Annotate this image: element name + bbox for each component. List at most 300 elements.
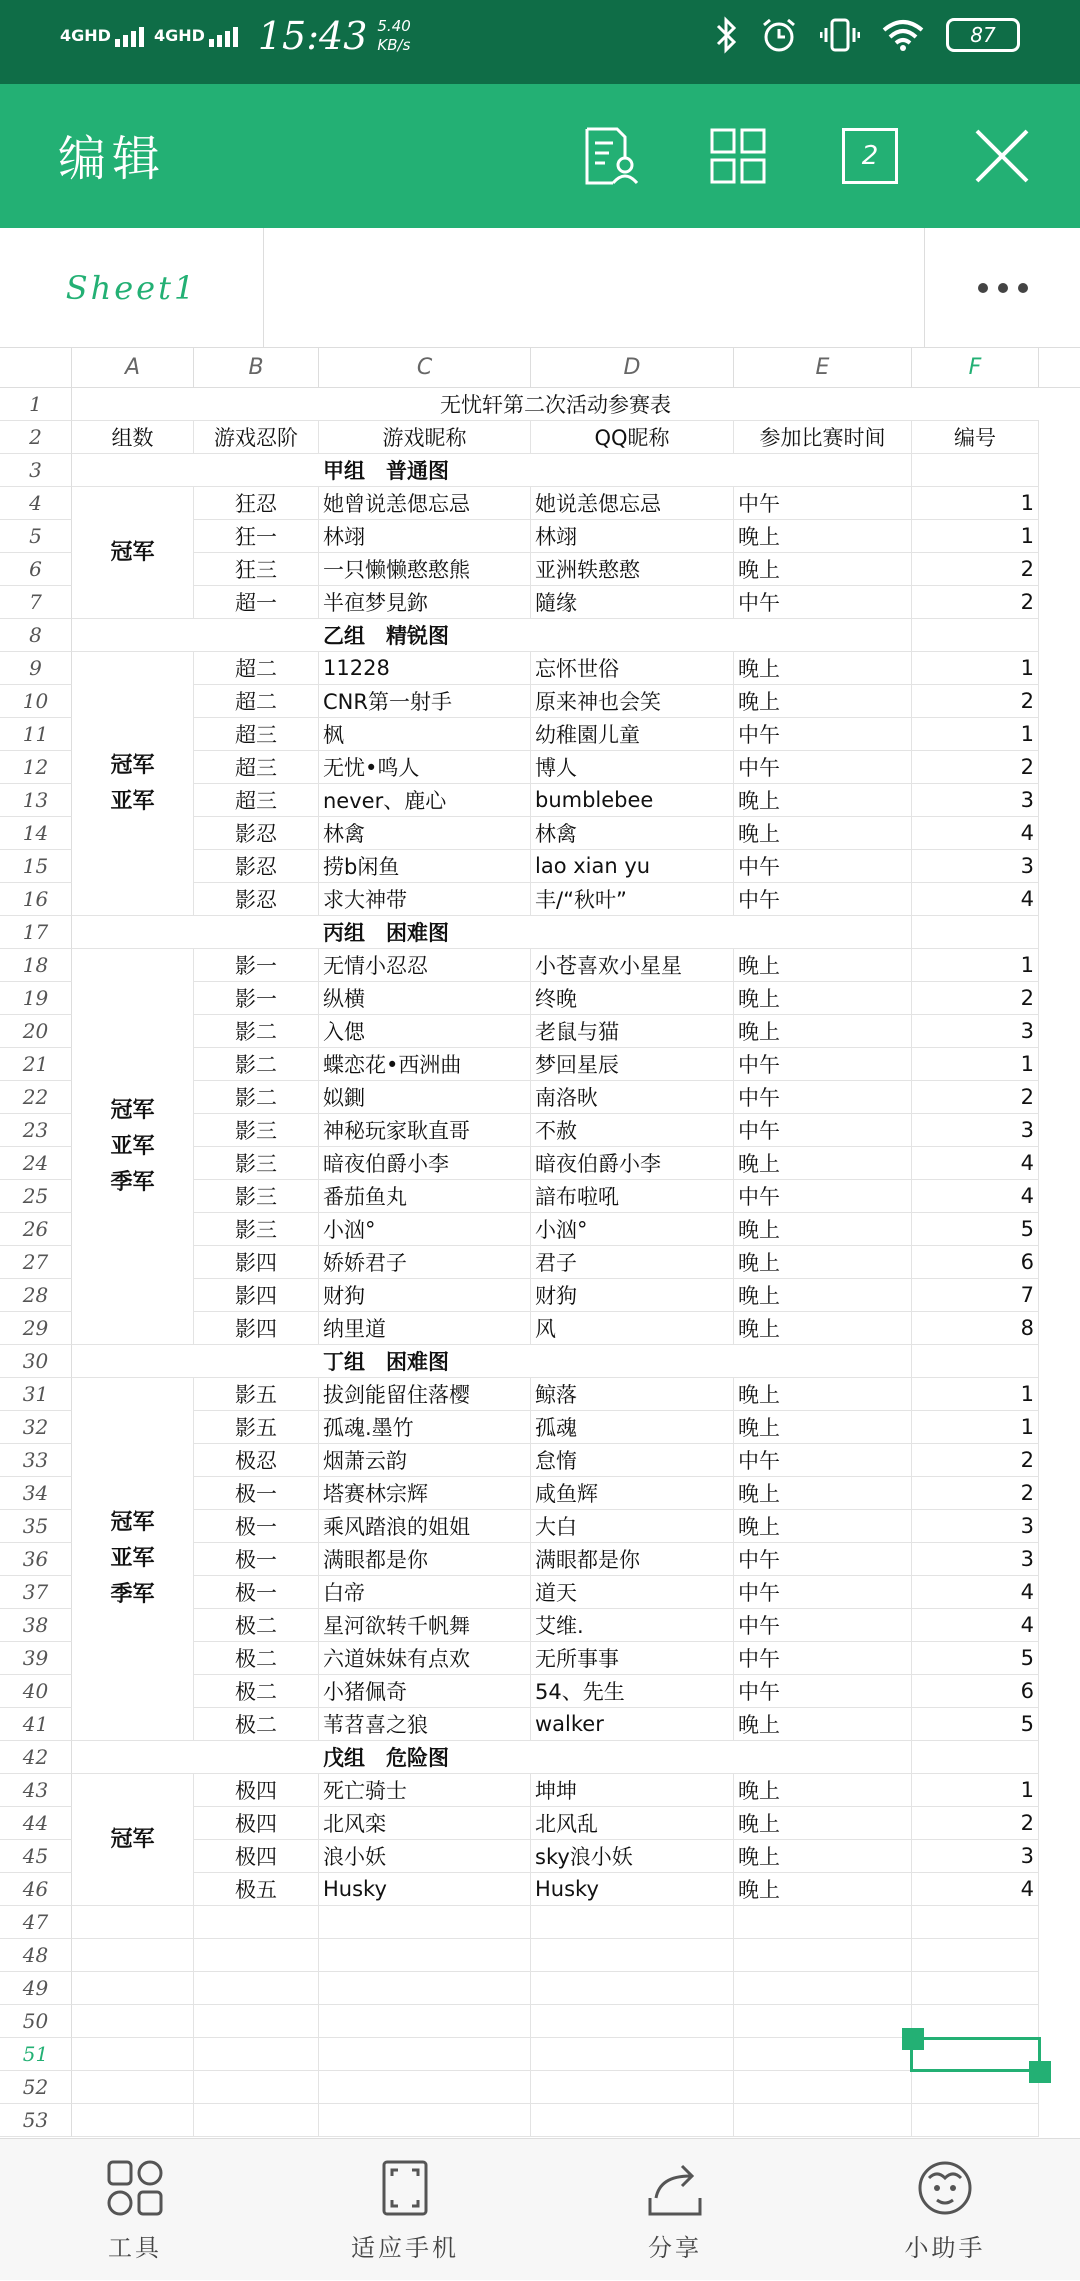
qq-nickname-cell[interactable]: bumblebee: [531, 784, 734, 817]
row-header[interactable]: 49: [0, 1972, 72, 2005]
time-cell[interactable]: 晚上: [734, 553, 912, 586]
row-header[interactable]: 28: [0, 1279, 72, 1312]
nickname-cell[interactable]: never、鹿心: [319, 784, 531, 817]
nickname-cell[interactable]: 入偲: [319, 1015, 531, 1048]
cell[interactable]: [912, 2104, 1039, 2137]
row-header[interactable]: 30: [0, 1345, 72, 1378]
row-header[interactable]: 52: [0, 2071, 72, 2104]
number-cell[interactable]: 1: [912, 487, 1039, 520]
qq-nickname-cell[interactable]: Husky: [531, 1873, 734, 1906]
qq-nickname-cell[interactable]: 满眼都是你: [531, 1543, 734, 1576]
qq-nickname-cell[interactable]: 梦回星辰: [531, 1048, 734, 1081]
nickname-cell[interactable]: 星河欲转千帆舞: [319, 1609, 531, 1642]
time-cell[interactable]: 中午: [734, 1675, 912, 1708]
cell[interactable]: [531, 1939, 734, 1972]
rank-cell[interactable]: 超二: [194, 685, 319, 718]
number-cell[interactable]: 2: [912, 685, 1039, 718]
nickname-cell[interactable]: 求大神带: [319, 883, 531, 916]
cell[interactable]: [912, 1741, 1039, 1774]
qq-nickname-cell[interactable]: 北风乱: [531, 1807, 734, 1840]
cell[interactable]: [912, 916, 1039, 949]
row-header[interactable]: 21: [0, 1048, 72, 1081]
nickname-cell[interactable]: CNR第一射手: [319, 685, 531, 718]
time-cell[interactable]: 中午: [734, 1642, 912, 1675]
cell[interactable]: [72, 2005, 194, 2038]
row-header[interactable]: 1: [0, 388, 72, 421]
time-cell[interactable]: 中午: [734, 850, 912, 883]
row-header[interactable]: 40: [0, 1675, 72, 1708]
rank-cell[interactable]: 极二: [194, 1675, 319, 1708]
qq-nickname-cell[interactable]: 小苍喜欢小星星: [531, 949, 734, 982]
qq-nickname-cell[interactable]: 道天: [531, 1576, 734, 1609]
row-header[interactable]: 45: [0, 1840, 72, 1873]
time-cell[interactable]: 晚上: [734, 1510, 912, 1543]
number-cell[interactable]: 5: [912, 1642, 1039, 1675]
group-cell[interactable]: [72, 949, 194, 1345]
column-header-f[interactable]: F: [912, 348, 1039, 388]
cell[interactable]: [194, 2071, 319, 2104]
row-header[interactable]: 2: [0, 421, 72, 454]
cell[interactable]: [194, 1906, 319, 1939]
number-cell[interactable]: 1: [912, 1774, 1039, 1807]
time-cell[interactable]: 晚上: [734, 949, 912, 982]
number-cell[interactable]: 2: [912, 1081, 1039, 1114]
nickname-cell[interactable]: 一只懒懒憨憨熊: [319, 553, 531, 586]
nickname-cell[interactable]: 枫: [319, 718, 531, 751]
time-cell[interactable]: 晚上: [734, 685, 912, 718]
rank-cell[interactable]: 影四: [194, 1312, 319, 1345]
nickname-cell[interactable]: 暗夜伯爵小李: [319, 1147, 531, 1180]
rank-cell[interactable]: 影忍: [194, 817, 319, 850]
rank-cell[interactable]: 狂忍: [194, 487, 319, 520]
row-header[interactable]: 36: [0, 1543, 72, 1576]
number-cell[interactable]: 4: [912, 1576, 1039, 1609]
nickname-cell[interactable]: 捞b闲鱼: [319, 850, 531, 883]
time-cell[interactable]: 晚上: [734, 1840, 912, 1873]
rank-cell[interactable]: 影忍: [194, 883, 319, 916]
rank-cell[interactable]: 影四: [194, 1246, 319, 1279]
row-header[interactable]: 26: [0, 1213, 72, 1246]
qq-nickname-cell[interactable]: 丰/“秋叶”: [531, 883, 734, 916]
cell[interactable]: [734, 619, 912, 652]
time-cell[interactable]: 晚上: [734, 1708, 912, 1741]
window-count-button[interactable]: [834, 120, 906, 192]
selection-handle-top-left[interactable]: [902, 2028, 924, 2050]
qq-nickname-cell[interactable]: 小汹°: [531, 1213, 734, 1246]
share-button[interactable]: [540, 2139, 810, 2281]
row-header[interactable]: 42: [0, 1741, 72, 1774]
group-cell[interactable]: [72, 487, 194, 619]
time-cell[interactable]: 晚上: [734, 817, 912, 850]
nickname-cell[interactable]: 11228: [319, 652, 531, 685]
row-header[interactable]: 11: [0, 718, 72, 751]
nickname-cell[interactable]: 蝶恋花•西洲曲: [319, 1048, 531, 1081]
nickname-cell[interactable]: 纵横: [319, 982, 531, 1015]
time-cell[interactable]: 晚上: [734, 1378, 912, 1411]
row-header[interactable]: 53: [0, 2104, 72, 2137]
column-header-c[interactable]: C: [319, 348, 531, 388]
rank-cell[interactable]: 影五: [194, 1411, 319, 1444]
qq-nickname-cell[interactable]: sky浪小妖: [531, 1840, 734, 1873]
rank-cell[interactable]: 极四: [194, 1774, 319, 1807]
number-cell[interactable]: 3: [912, 1015, 1039, 1048]
qq-nickname-cell[interactable]: 原来神也会笑: [531, 685, 734, 718]
time-cell[interactable]: 中午: [734, 586, 912, 619]
nickname-cell[interactable]: 半亱梦見鉨: [319, 586, 531, 619]
nickname-cell[interactable]: 浪小妖: [319, 1840, 531, 1873]
time-cell[interactable]: 晚上: [734, 784, 912, 817]
row-header[interactable]: 5: [0, 520, 72, 553]
time-cell[interactable]: 晚上: [734, 1147, 912, 1180]
rank-cell[interactable]: 影三: [194, 1147, 319, 1180]
cell[interactable]: [319, 2104, 531, 2137]
nickname-cell[interactable]: 苇苕喜之狼: [319, 1708, 531, 1741]
number-cell[interactable]: 2: [912, 586, 1039, 619]
qq-nickname-cell[interactable]: 亚洲轶憨憨: [531, 553, 734, 586]
row-header[interactable]: 14: [0, 817, 72, 850]
cell[interactable]: [72, 1939, 194, 1972]
rank-cell[interactable]: 影三: [194, 1180, 319, 1213]
spreadsheet-grid[interactable]: [0, 348, 1080, 2138]
number-cell[interactable]: 3: [912, 850, 1039, 883]
number-cell[interactable]: 3: [912, 1114, 1039, 1147]
nickname-cell[interactable]: Husky: [319, 1873, 531, 1906]
number-cell[interactable]: 8: [912, 1312, 1039, 1345]
row-header[interactable]: 31: [0, 1378, 72, 1411]
rank-cell[interactable]: 极四: [194, 1840, 319, 1873]
nickname-cell[interactable]: 北风栾: [319, 1807, 531, 1840]
rank-cell[interactable]: 狂三: [194, 553, 319, 586]
time-cell[interactable]: 中午: [734, 751, 912, 784]
row-header[interactable]: 37: [0, 1576, 72, 1609]
rank-cell[interactable]: 影五: [194, 1378, 319, 1411]
qq-nickname-cell[interactable]: 孤魂: [531, 1411, 734, 1444]
cell[interactable]: [531, 1972, 734, 2005]
cell[interactable]: [319, 1939, 531, 1972]
tools-button[interactable]: [0, 2139, 270, 2281]
number-cell[interactable]: 1: [912, 520, 1039, 553]
rank-cell[interactable]: 极五: [194, 1873, 319, 1906]
qq-nickname-cell[interactable]: 隨缘: [531, 586, 734, 619]
column-header-b[interactable]: B: [194, 348, 319, 388]
column-header-e[interactable]: E: [734, 348, 912, 388]
rank-cell[interactable]: 超一: [194, 586, 319, 619]
row-header[interactable]: 43: [0, 1774, 72, 1807]
qq-nickname-cell[interactable]: 博人: [531, 751, 734, 784]
group-cell[interactable]: [72, 1774, 194, 1906]
row-header[interactable]: 18: [0, 949, 72, 982]
number-cell[interactable]: 4: [912, 817, 1039, 850]
cell[interactable]: [72, 2038, 194, 2071]
nickname-cell[interactable]: 无情小忍忍: [319, 949, 531, 982]
row-header[interactable]: 23: [0, 1114, 72, 1147]
cell[interactable]: [912, 1345, 1039, 1378]
number-cell[interactable]: 2: [912, 1807, 1039, 1840]
number-cell[interactable]: 5: [912, 1213, 1039, 1246]
rank-cell[interactable]: 极一: [194, 1477, 319, 1510]
cell[interactable]: [194, 2104, 319, 2137]
number-cell[interactable]: 1: [912, 652, 1039, 685]
qq-nickname-cell[interactable]: 大白: [531, 1510, 734, 1543]
number-cell[interactable]: 2: [912, 751, 1039, 784]
cell[interactable]: [734, 2071, 912, 2104]
number-cell[interactable]: 6: [912, 1675, 1039, 1708]
cell[interactable]: [912, 619, 1039, 652]
time-cell[interactable]: 中午: [734, 883, 912, 916]
qq-nickname-cell[interactable]: 林翊: [531, 520, 734, 553]
number-cell[interactable]: 2: [912, 1444, 1039, 1477]
cell[interactable]: [734, 2038, 912, 2071]
time-cell[interactable]: 中午: [734, 1081, 912, 1114]
nickname-cell[interactable]: 拔剑能留住落樱: [319, 1378, 531, 1411]
close-button[interactable]: [966, 120, 1038, 192]
time-cell[interactable]: 中午: [734, 1609, 912, 1642]
row-header[interactable]: 50: [0, 2005, 72, 2038]
nickname-cell[interactable]: 小汹°: [319, 1213, 531, 1246]
time-cell[interactable]: 晚上: [734, 982, 912, 1015]
time-cell[interactable]: 晚上: [734, 1807, 912, 1840]
rank-cell[interactable]: 影三: [194, 1114, 319, 1147]
group-cell[interactable]: [72, 652, 194, 916]
number-cell[interactable]: 4: [912, 1873, 1039, 1906]
cell[interactable]: [734, 1741, 912, 1774]
rank-cell[interactable]: 影三: [194, 1213, 319, 1246]
row-header[interactable]: 9: [0, 652, 72, 685]
number-cell[interactable]: 5: [912, 1708, 1039, 1741]
nickname-cell[interactable]: 财狗: [319, 1279, 531, 1312]
time-cell[interactable]: 中午: [734, 1048, 912, 1081]
number-cell[interactable]: 3: [912, 784, 1039, 817]
cell[interactable]: [734, 2005, 912, 2038]
number-cell[interactable]: 1: [912, 1378, 1039, 1411]
cell[interactable]: [912, 2005, 1039, 2038]
qq-nickname-cell[interactable]: 老鼠与猫: [531, 1015, 734, 1048]
qq-nickname-cell[interactable]: 无所事事: [531, 1642, 734, 1675]
qq-nickname-cell[interactable]: 林禽: [531, 817, 734, 850]
rank-cell[interactable]: 极二: [194, 1609, 319, 1642]
fit-screen-button[interactable]: [270, 2139, 540, 2281]
selection-box[interactable]: [910, 2037, 1041, 2072]
rank-cell[interactable]: 极一: [194, 1510, 319, 1543]
qq-nickname-cell[interactable]: 幼稚園儿童: [531, 718, 734, 751]
rank-cell[interactable]: 超三: [194, 784, 319, 817]
time-cell[interactable]: 晚上: [734, 1246, 912, 1279]
row-header[interactable]: 35: [0, 1510, 72, 1543]
row-header[interactable]: 10: [0, 685, 72, 718]
row-header[interactable]: 27: [0, 1246, 72, 1279]
qq-nickname-cell[interactable]: 諳布啦吼: [531, 1180, 734, 1213]
rank-cell[interactable]: 极忍: [194, 1444, 319, 1477]
qq-nickname-cell[interactable]: 财狗: [531, 1279, 734, 1312]
nickname-cell[interactable]: 六道妹妹有点欢: [319, 1642, 531, 1675]
nickname-cell[interactable]: 林翊: [319, 520, 531, 553]
rank-cell[interactable]: 狂一: [194, 520, 319, 553]
qq-nickname-cell[interactable]: 不赦: [531, 1114, 734, 1147]
row-header[interactable]: 39: [0, 1642, 72, 1675]
row-header[interactable]: 12: [0, 751, 72, 784]
column-header-a[interactable]: A: [72, 348, 194, 388]
group-cell[interactable]: [72, 1378, 194, 1741]
rank-cell[interactable]: 极四: [194, 1807, 319, 1840]
rank-cell[interactable]: 极二: [194, 1708, 319, 1741]
number-cell[interactable]: 3: [912, 1510, 1039, 1543]
rank-cell[interactable]: 影二: [194, 1081, 319, 1114]
nickname-cell[interactable]: 孤魂.墨竹: [319, 1411, 531, 1444]
time-cell[interactable]: 中午: [734, 1114, 912, 1147]
cell[interactable]: [194, 2038, 319, 2071]
qq-nickname-cell[interactable]: 艾维.: [531, 1609, 734, 1642]
number-cell[interactable]: 2: [912, 553, 1039, 586]
qq-nickname-cell[interactable]: 终晚: [531, 982, 734, 1015]
qq-nickname-cell[interactable]: 她说恙偲忘忌: [531, 487, 734, 520]
row-header[interactable]: 7: [0, 586, 72, 619]
row-header[interactable]: 51: [0, 2038, 72, 2071]
cell[interactable]: [912, 1972, 1039, 2005]
cell[interactable]: [734, 1345, 912, 1378]
cell[interactable]: [319, 1972, 531, 2005]
cell[interactable]: [734, 454, 912, 487]
cell[interactable]: [194, 1939, 319, 1972]
cell[interactable]: [734, 1972, 912, 2005]
nickname-cell[interactable]: 乘风踏浪的姐姐: [319, 1510, 531, 1543]
more-button[interactable]: [924, 228, 1080, 348]
row-header[interactable]: 24: [0, 1147, 72, 1180]
number-cell[interactable]: 1: [912, 718, 1039, 751]
nickname-cell[interactable]: 神秘玩家耿直哥: [319, 1114, 531, 1147]
rank-cell[interactable]: 影二: [194, 1015, 319, 1048]
time-cell[interactable]: 晚上: [734, 1774, 912, 1807]
row-header[interactable]: 48: [0, 1939, 72, 1972]
qq-nickname-cell[interactable]: walker: [531, 1708, 734, 1741]
nickname-cell[interactable]: 姒鍘: [319, 1081, 531, 1114]
time-cell[interactable]: 晚上: [734, 652, 912, 685]
cell[interactable]: [912, 1906, 1039, 1939]
cell[interactable]: [531, 2104, 734, 2137]
cell[interactable]: [531, 2038, 734, 2071]
cell[interactable]: [734, 1906, 912, 1939]
time-cell[interactable]: 中午: [734, 1444, 912, 1477]
cell[interactable]: [319, 2038, 531, 2071]
row-header[interactable]: 13: [0, 784, 72, 817]
nickname-cell[interactable]: 林禽: [319, 817, 531, 850]
time-cell[interactable]: 晚上: [734, 1411, 912, 1444]
nickname-cell[interactable]: 她曾说恙偲忘忌: [319, 487, 531, 520]
time-cell[interactable]: 晚上: [734, 1873, 912, 1906]
number-cell[interactable]: 4: [912, 1147, 1039, 1180]
number-cell[interactable]: 2: [912, 1477, 1039, 1510]
row-header[interactable]: 22: [0, 1081, 72, 1114]
row-header[interactable]: 16: [0, 883, 72, 916]
read-mode-button[interactable]: [574, 120, 646, 192]
cell[interactable]: [72, 2071, 194, 2104]
cell[interactable]: [734, 2104, 912, 2137]
cell[interactable]: [72, 2104, 194, 2137]
time-cell[interactable]: 晚上: [734, 1213, 912, 1246]
qq-nickname-cell[interactable]: 坤坤: [531, 1774, 734, 1807]
number-cell[interactable]: 3: [912, 1543, 1039, 1576]
row-header[interactable]: 34: [0, 1477, 72, 1510]
time-cell[interactable]: 中午: [734, 1543, 912, 1576]
cell[interactable]: [912, 1939, 1039, 1972]
grid-view-button[interactable]: [702, 120, 774, 192]
number-cell[interactable]: 6: [912, 1246, 1039, 1279]
cell[interactable]: [912, 454, 1039, 487]
rank-cell[interactable]: 影二: [194, 1048, 319, 1081]
time-cell[interactable]: 晚上: [734, 1477, 912, 1510]
rank-cell[interactable]: 极二: [194, 1642, 319, 1675]
nickname-cell[interactable]: 烟萧云韵: [319, 1444, 531, 1477]
cell[interactable]: [72, 1972, 194, 2005]
row-header[interactable]: 19: [0, 982, 72, 1015]
time-cell[interactable]: 晚上: [734, 1279, 912, 1312]
nickname-cell[interactable]: 塔赛林宗辉: [319, 1477, 531, 1510]
row-header[interactable]: 46: [0, 1873, 72, 1906]
rank-cell[interactable]: 影忍: [194, 850, 319, 883]
rank-cell[interactable]: 影一: [194, 982, 319, 1015]
number-cell[interactable]: 3: [912, 1840, 1039, 1873]
qq-nickname-cell[interactable]: 54、先生: [531, 1675, 734, 1708]
qq-nickname-cell[interactable]: 风: [531, 1312, 734, 1345]
qq-nickname-cell[interactable]: 忘怀世俗: [531, 652, 734, 685]
time-cell[interactable]: 晚上: [734, 1312, 912, 1345]
time-cell[interactable]: 晚上: [734, 1015, 912, 1048]
time-cell[interactable]: 中午: [734, 487, 912, 520]
rank-cell[interactable]: 极一: [194, 1543, 319, 1576]
nickname-cell[interactable]: 小猪佩奇: [319, 1675, 531, 1708]
qq-nickname-cell[interactable]: 君子: [531, 1246, 734, 1279]
time-cell[interactable]: 中午: [734, 718, 912, 751]
cell[interactable]: [319, 2071, 531, 2104]
row-header[interactable]: 38: [0, 1609, 72, 1642]
rank-cell[interactable]: 超三: [194, 751, 319, 784]
number-cell[interactable]: 1: [912, 1048, 1039, 1081]
cell[interactable]: [319, 1906, 531, 1939]
number-cell[interactable]: 7: [912, 1279, 1039, 1312]
row-header[interactable]: 41: [0, 1708, 72, 1741]
cell[interactable]: [734, 1939, 912, 1972]
rank-cell[interactable]: 影四: [194, 1279, 319, 1312]
number-cell[interactable]: 2: [912, 982, 1039, 1015]
nickname-cell[interactable]: 白帝: [319, 1576, 531, 1609]
row-header[interactable]: 32: [0, 1411, 72, 1444]
nickname-cell[interactable]: 纳里道: [319, 1312, 531, 1345]
column-header-d[interactable]: D: [531, 348, 734, 388]
row-header[interactable]: 29: [0, 1312, 72, 1345]
cell[interactable]: [531, 1906, 734, 1939]
qq-nickname-cell[interactable]: 咸鱼辉: [531, 1477, 734, 1510]
cell[interactable]: [194, 2005, 319, 2038]
row-header[interactable]: 20: [0, 1015, 72, 1048]
cell[interactable]: [912, 2071, 1039, 2104]
nickname-cell[interactable]: 无忧•鸣人: [319, 751, 531, 784]
nickname-cell[interactable]: 番茄鱼丸: [319, 1180, 531, 1213]
row-header[interactable]: 15: [0, 850, 72, 883]
number-cell[interactable]: 4: [912, 883, 1039, 916]
number-cell[interactable]: 4: [912, 1609, 1039, 1642]
sheet-tab[interactable]: Sheet1: [0, 228, 264, 348]
number-cell[interactable]: 1: [912, 1411, 1039, 1444]
cell[interactable]: [319, 2005, 531, 2038]
cell[interactable]: [194, 1972, 319, 2005]
qq-nickname-cell[interactable]: 鲸落: [531, 1378, 734, 1411]
qq-nickname-cell[interactable]: 怠惰: [531, 1444, 734, 1477]
number-cell[interactable]: 4: [912, 1180, 1039, 1213]
qq-nickname-cell[interactable]: 南洛炚: [531, 1081, 734, 1114]
qq-nickname-cell[interactable]: lao xian yu: [531, 850, 734, 883]
assistant-button[interactable]: [810, 2139, 1080, 2281]
row-header[interactable]: 33: [0, 1444, 72, 1477]
row-header[interactable]: 44: [0, 1807, 72, 1840]
